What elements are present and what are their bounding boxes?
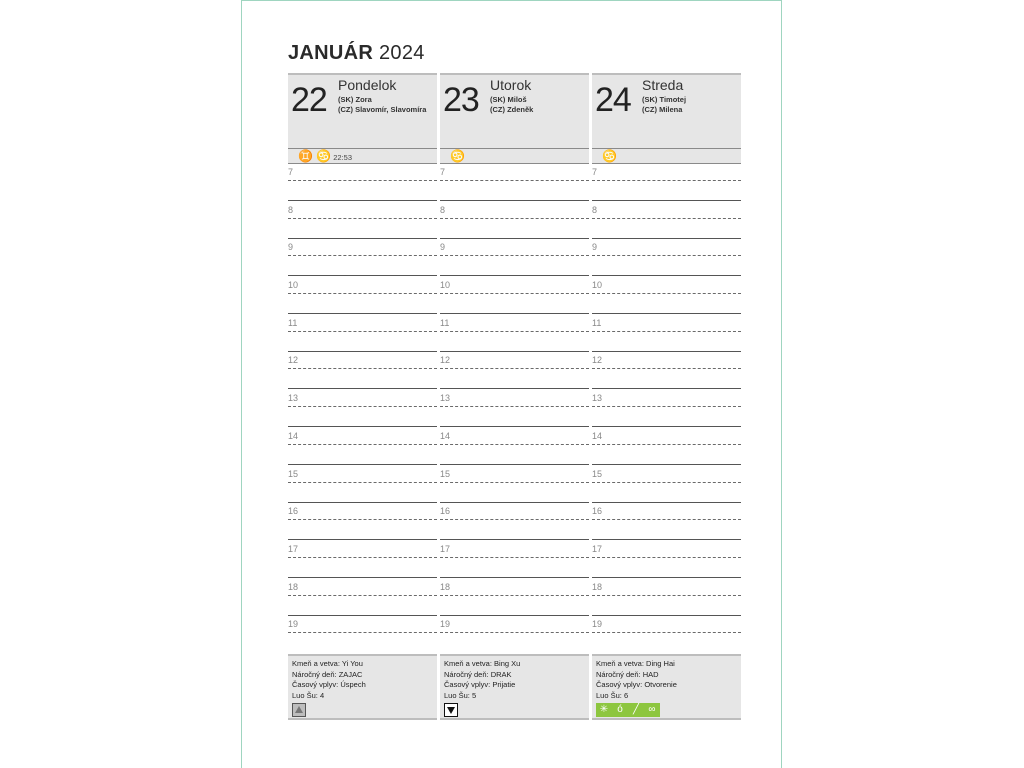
triangle-up-icon [292, 703, 306, 717]
hour-slot[interactable] [288, 466, 437, 504]
half-hour-line [592, 595, 741, 596]
hour-slots [288, 164, 437, 654]
hour-label: 17 [288, 543, 299, 554]
half-hour-line [440, 368, 589, 369]
day-number: 24 [595, 81, 631, 119]
hour-slot[interactable] [592, 164, 741, 202]
half-hour-line [592, 444, 741, 445]
half-hour-line [592, 293, 741, 294]
hour-label: 11 [440, 317, 450, 328]
hour-slot[interactable] [440, 466, 589, 504]
day-number: 22 [291, 81, 327, 119]
hour-label: 14 [440, 430, 451, 441]
name-day-cz: (CZ) Zdeněk [490, 105, 534, 114]
feng-shui-box [592, 654, 741, 720]
half-hour-line [440, 632, 589, 633]
hour-label: 19 [288, 619, 299, 630]
half-hour-line [288, 519, 437, 520]
half-hour-line [592, 368, 741, 369]
day-number: 23 [443, 81, 479, 119]
hour-label: 16 [440, 506, 451, 517]
day-name: Utorok [490, 77, 532, 93]
hour-label: 15 [592, 468, 603, 479]
hour-slot[interactable] [288, 390, 437, 428]
half-hour-line [440, 557, 589, 558]
half-hour-line [440, 444, 589, 445]
half-hour-line [288, 368, 437, 369]
hour-slot[interactable] [592, 428, 741, 466]
rings-icon: ∞ [644, 703, 660, 717]
half-hour-line [592, 331, 741, 332]
hour-slot[interactable] [592, 466, 741, 504]
hour-label: 12 [592, 355, 603, 366]
brush-icon: ╱ [628, 703, 644, 717]
half-hour-line [288, 444, 437, 445]
feng-shui-icons [596, 703, 737, 717]
day-column [592, 73, 741, 715]
hour-slot[interactable] [592, 579, 741, 617]
zodiac-icon: ♋ [602, 149, 617, 163]
hour-label: 7 [440, 167, 446, 177]
half-hour-line [592, 180, 741, 181]
month-name: JANUÁR [288, 42, 374, 64]
feng-shui-icons [292, 703, 433, 717]
astro-row [440, 148, 589, 164]
day-header [288, 73, 437, 148]
name-day-sk: (SK) Timotej [642, 95, 687, 104]
hour-label: 10 [440, 280, 451, 291]
hour-label: 7 [592, 167, 598, 177]
half-hour-line [440, 331, 589, 332]
name-day-sk: (SK) Zora [338, 95, 372, 104]
hour-label: 19 [592, 619, 603, 630]
feng-shui-icons [444, 703, 585, 717]
half-hour-line [288, 595, 437, 596]
hour-slot[interactable] [440, 352, 589, 390]
hour-slot[interactable] [440, 579, 589, 617]
hour-label: 14 [592, 430, 603, 441]
casovy-line: Časový vplyv: Úspech [292, 680, 366, 689]
hour-slot[interactable] [440, 541, 589, 579]
zodiac-icon: ♋ [450, 149, 465, 163]
hour-label: 14 [288, 430, 299, 441]
hour-label: 10 [288, 280, 299, 291]
half-hour-line [288, 255, 437, 256]
half-hour-line [440, 482, 589, 483]
hour-slot[interactable] [288, 202, 437, 240]
hour-slot[interactable] [592, 239, 741, 277]
half-hour-line [440, 595, 589, 596]
hour-slots [592, 164, 741, 654]
hour-label: 11 [288, 317, 298, 328]
narocny-line: Náročný deň: DRAK [444, 669, 512, 679]
half-hour-line [440, 218, 589, 219]
hour-label: 18 [592, 581, 603, 592]
day-name: Streda [642, 77, 684, 93]
hour-slot[interactable] [592, 541, 741, 579]
apple-icon: ó [612, 703, 628, 717]
hour-label: 7 [288, 167, 294, 177]
hour-slot[interactable] [440, 202, 589, 240]
half-hour-line [288, 293, 437, 294]
casovy-line: Časový vplyv: Otvorenie [596, 680, 677, 689]
hour-label: 13 [288, 393, 299, 404]
hour-slot[interactable] [592, 352, 741, 390]
hour-label: 17 [592, 543, 603, 554]
hour-label: 9 [592, 242, 598, 253]
feng-shui-box [440, 654, 589, 720]
half-hour-line [288, 218, 437, 219]
hour-slot[interactable] [440, 428, 589, 466]
hour-slot[interactable] [288, 277, 437, 315]
luo-line: Luo Šu: 5 [444, 690, 477, 700]
hour-label: 8 [440, 204, 446, 215]
name-days [490, 95, 533, 115]
hour-label: 9 [288, 242, 294, 253]
hour-slot[interactable] [288, 503, 437, 541]
hour-slot[interactable] [592, 616, 741, 654]
hour-slot[interactable] [440, 164, 589, 202]
day-header [440, 73, 589, 148]
name-day-sk: (SK) Miloš [490, 95, 527, 104]
day-name: Pondelok [338, 77, 397, 93]
hour-label: 13 [592, 393, 603, 404]
hour-slot[interactable] [592, 315, 741, 353]
half-hour-line [592, 557, 741, 558]
name-days [642, 95, 686, 115]
hour-slot[interactable] [592, 390, 741, 428]
hour-label: 8 [592, 204, 598, 215]
hour-slot[interactable] [288, 239, 437, 277]
hour-label: 13 [440, 393, 451, 404]
half-hour-line [440, 519, 589, 520]
feng-shui-box [288, 654, 437, 720]
hour-slots [440, 164, 589, 654]
sun-icon: ✳ [596, 703, 612, 717]
name-day-cz: (CZ) Slavomír, Slavomíra [338, 105, 427, 114]
hour-label: 10 [592, 280, 603, 291]
hour-label: 12 [288, 355, 299, 366]
half-hour-line [440, 406, 589, 407]
year: 2024 [379, 42, 425, 64]
half-hour-line [592, 255, 741, 256]
hour-label: 9 [440, 242, 446, 253]
half-hour-line [288, 632, 437, 633]
luo-line: Luo Šu: 6 [596, 690, 629, 700]
half-hour-line [592, 519, 741, 520]
half-hour-line [288, 482, 437, 483]
half-hour-line [592, 406, 741, 407]
hour-slot[interactable] [440, 616, 589, 654]
hour-slot[interactable] [592, 202, 741, 240]
hour-label: 16 [592, 506, 603, 517]
hour-label: 12 [440, 355, 451, 366]
half-hour-line [592, 632, 741, 633]
hour-label: 18 [288, 581, 299, 592]
hour-label: 19 [440, 619, 451, 630]
hour-slot[interactable] [288, 164, 437, 202]
zodiac-icon: ♊ ♋ [298, 149, 332, 163]
hour-slot[interactable] [440, 390, 589, 428]
hour-label: 18 [440, 581, 451, 592]
hour-label: 17 [440, 543, 451, 554]
luo-line: Luo Šu: 4 [292, 690, 325, 700]
half-hour-line [440, 293, 589, 294]
half-hour-line [440, 180, 589, 181]
hour-slot[interactable] [440, 277, 589, 315]
name-days [338, 95, 426, 115]
hour-slot[interactable] [592, 277, 741, 315]
kmen-line: Kmeň a vetva: Bing Xu [444, 659, 521, 668]
page-title [288, 42, 425, 65]
day-column [288, 73, 437, 700]
triangle-down-icon [444, 703, 458, 717]
hour-slot[interactable] [288, 616, 437, 654]
astro-row [592, 148, 741, 164]
half-hour-line [592, 218, 741, 219]
half-hour-line [288, 180, 437, 181]
narocny-line: Náročný deň: HAD [596, 669, 659, 679]
hour-slot[interactable] [288, 579, 437, 617]
half-hour-line [592, 482, 741, 483]
hour-slot[interactable] [440, 315, 589, 353]
hour-label: 15 [288, 468, 299, 479]
half-hour-line [440, 255, 589, 256]
day-column [440, 73, 589, 700]
hour-slot[interactable] [288, 315, 437, 353]
casovy-line: Časový vplyv: Prijatie [444, 680, 516, 689]
hour-label: 11 [592, 317, 602, 328]
hour-slot[interactable] [592, 503, 741, 541]
hour-slot[interactable] [440, 239, 589, 277]
hour-label: 8 [288, 204, 294, 215]
hour-slot[interactable] [288, 428, 437, 466]
hour-slot[interactable] [288, 352, 437, 390]
half-hour-line [288, 406, 437, 407]
narocny-line: Náročný deň: ZAJAC [292, 669, 363, 679]
hour-slot[interactable] [288, 541, 437, 579]
hour-label: 15 [440, 468, 451, 479]
hour-slot[interactable] [440, 503, 589, 541]
kmen-line: Kmeň a vetva: Ding Hai [596, 659, 675, 668]
astro-row [288, 148, 437, 164]
zodiac-time: 22:53 [333, 153, 352, 162]
kmen-line: Kmeň a vetva: Yi You [292, 659, 363, 668]
day-header [592, 73, 741, 148]
name-day-cz: (CZ) Milena [642, 105, 683, 114]
half-hour-line [288, 557, 437, 558]
half-hour-line [288, 331, 437, 332]
hour-label: 16 [288, 506, 299, 517]
